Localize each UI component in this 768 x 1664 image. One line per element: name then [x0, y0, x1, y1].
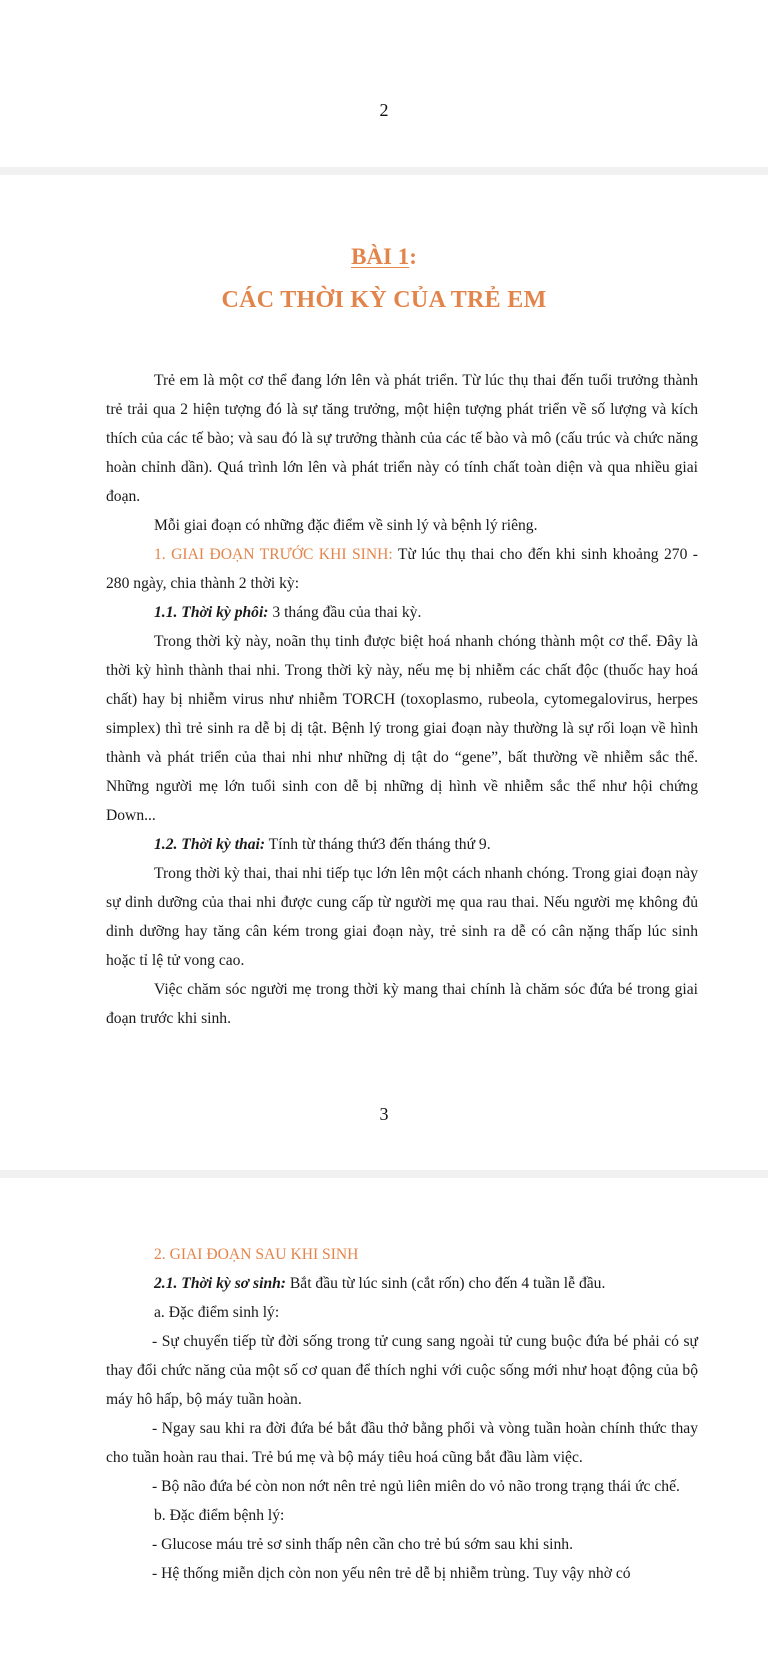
subsection-1-2	[106, 830, 698, 859]
lesson-title: CÁC THỜI KỲ CỦA TRẺ EM	[221, 287, 547, 313]
subsection-1-2-body: Trong thời kỳ thai, thai nhi tiếp tục lớn lên một cách nhanh chóng. Trong giai đoạn này sự dinh dưỡng của thai nhi được cung cấp từ người mẹ qua rau thai. Nếu người mẹ không đủ dinh dưỡng hay tăng cân kém trong giai đoạn này, trẻ sinh ra dễ có cân nặng thấp lúc sinh hoặc tỉ lệ tử vong cao.	[106, 865, 698, 969]
page-separator	[0, 1170, 768, 1178]
subsection-2-1-heading: 2.1. Thời kỳ sơ sinh:	[154, 1275, 286, 1292]
section-2-heading	[106, 1240, 698, 1269]
section-1-heading: 1. GIAI ĐOẠN TRƯỚC KHI SINH:	[154, 546, 393, 563]
section-2-heading-text: 2. GIAI ĐOẠN SAU KHI SINH	[154, 1246, 359, 1263]
subsection-2-1	[106, 1269, 698, 1298]
physiology-item: - Bộ não đứa bé còn non nớt nên trẻ ngủ liên miên do vỏ não trong trạng thái ức chế.	[152, 1478, 680, 1495]
pathology-heading: b. Đặc điểm bệnh lý:	[154, 1507, 285, 1524]
pathology-item: - Glucose máu trẻ sơ sinh thấp nên cần cho trẻ bú sớm sau khi sinh.	[152, 1536, 573, 1553]
lesson-number: BÀI 1	[351, 244, 410, 269]
physiology-heading: a. Đặc điểm sinh lý:	[154, 1304, 280, 1321]
lesson-label	[0, 244, 768, 270]
page-number: 3	[379, 1104, 389, 1124]
subsection-1-1-body: Trong thời kỳ này, noãn thụ tinh được biệt hoá nhanh chóng thành một cơ thể. Đây là thời kỳ hình thành thai nhi. Trong thời kỳ này, nếu mẹ bị nhiễm các chất độc (thuốc hay hoá chất) hay bị nhiễm virus như nhiễm TORCH (toxoplasmo, rubeola, cytomegalovirus, herpes simplex) thì trẻ sinh ra dễ bị dị tật. Bệnh lý trong giai đoạn này thường là sự rối loạn về hình thành và phát triển của thai nhi như những dị tật do “gene”, bất thường về nhiễm sắc thể. Những người mẹ lớn tuổi sinh con dễ bị những dị hình về nhiễm sắc thể như hội chứng Down...	[106, 633, 698, 824]
pathology-item: - Hệ thống miễn dịch còn non yếu nên trẻ dễ bị nhiễm trùng. Tuy vậy nhờ có	[152, 1565, 631, 1582]
section-1-paragraph	[106, 540, 698, 598]
subsection-2-1-text: Bắt đầu từ lúc sinh (cắt rốn) cho đến 4 tuần lễ đầu.	[285, 1275, 606, 1292]
subsection-1-2-text: Tính từ tháng thứ3 đến tháng thứ 9.	[265, 836, 491, 853]
subsection-1-2-heading: 1.2. Thời kỳ thai:	[154, 836, 266, 853]
section-1-text: Từ lúc thụ thai cho đến khi sinh khoảng 270 - 280 ngày, chia thành 2 thời kỳ:	[106, 546, 698, 592]
subsection-1-1	[106, 598, 698, 627]
physiology-item: - Ngay sau khi ra đời đứa bé bắt đầu thở bằng phổi và vòng tuần hoàn chính thức thay cho tuần hoàn rau thai. Trẻ bú mẹ và bộ máy tiêu hoá cũng bắt đầu làm việc.	[106, 1420, 698, 1466]
lesson-label-colon: :	[409, 244, 417, 269]
subsection-1-1-heading: 1.1. Thời kỳ phôi:	[154, 604, 269, 621]
subsection-1-2-body-2: Việc chăm sóc người mẹ trong thời kỳ mang thai chính là chăm sóc đứa bé trong giai đoạn trước khi sinh.	[106, 981, 698, 1027]
intro-paragraph-2: Mỗi giai đoạn có những đặc điểm về sinh lý và bệnh lý riêng.	[154, 517, 538, 534]
page-number: 2	[379, 100, 389, 120]
physiology-item: - Sự chuyển tiếp từ đời sống trong tử cung sang ngoài tử cung buộc đứa bé phải có sự thay đổi chức năng của một số cơ quan để thích nghi với cuộc sống mới như hoạt động của bộ máy hô hấp, bộ máy tuần hoàn.	[106, 1333, 698, 1408]
page2-body	[106, 366, 698, 1033]
intro-paragraph: Trẻ em là một cơ thể đang lớn lên và phát triển. Từ lúc thụ thai đến tuổi trưởng thành trẻ trải qua 2 hiện tượng đó là sự tăng trưởng, một hiện tượng phát triển về số lượng và kích thích của các tế bào; và sau đó là sự trưởng thành của các tế bào và mô (cấu trúc và chức năng hoàn chỉnh dần). Quá trình lớn lên và phát triển này có tính chất toàn diện và qua nhiều giai đoạn.	[106, 372, 698, 505]
page3-body	[106, 1240, 698, 1588]
subsection-1-1-text: 3 tháng đầu của thai kỳ.	[268, 604, 422, 621]
page-separator	[0, 167, 768, 175]
